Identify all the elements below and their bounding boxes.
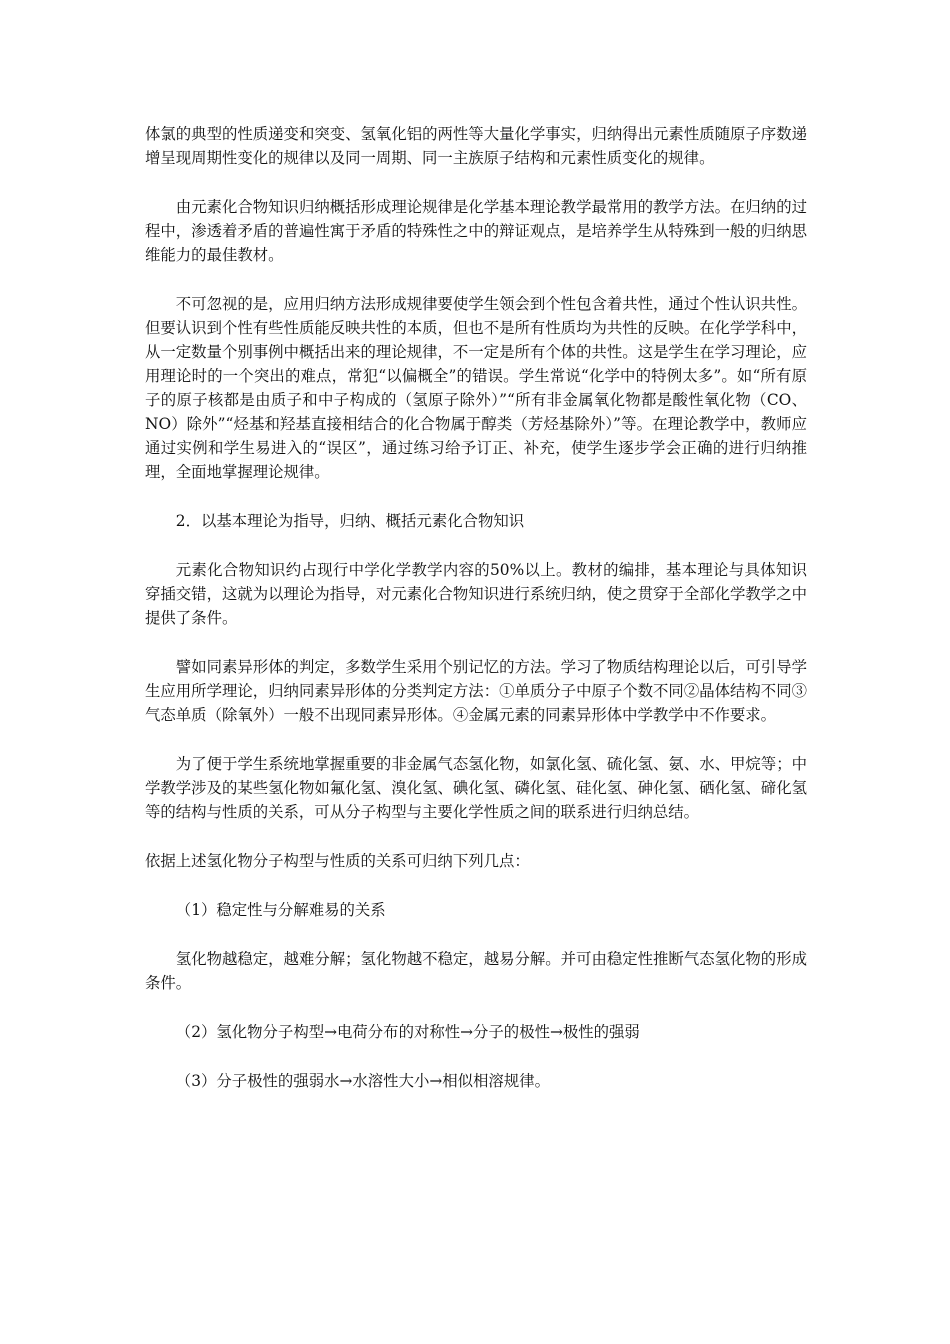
list-item-2: （2）氢化物分子构型→电荷分布的对称性→分子的极性→极性的强弱 <box>175 1023 640 1041</box>
paragraph-individuality-commonality: 不可忽视的是，应用归纳方法形成规律要使学生领会到个性包含着共性，通过个性认识共性。但要认识到个性有些性质能反映共性的本质，但也不是所有性质均为共性的反映。在化学学科中，从一定数量个别事例中概括出来的理论规律，不一定是所有个体的共性。这是学生在学习理论，应用理论时的一个突出的难点，常犯“以偏概全”的错误。学生常说“化学中的特例太多”。如“所有原子的原子核都是由质子和中子构成的（氢原子除外）”“所有非金属氧化物都是酸性氧化物（CO、NO）除外”“烃基和羟基直接相结合的化合物属于醇类（芳烃基除外）”等。在理论教学中，教师应通过实例和学生易进入的“误区”，通过练习给予订正、补充，使学生逐步学会正确的进行归纳推理，全面地掌握理论规律。 <box>145 295 807 481</box>
paragraph-stability: 氢化物越稳定，越难分解；氢化物越不稳定，越易分解。并可由稳定性推断气态氢化物的形成条件。 <box>145 950 807 992</box>
paragraph-element-compounds: 元素化合物知识约占现行中学化学教学内容的50%以上。教材的编排，基本理论与具体知识穿插交错，这就为以理论为指导，对元素化合物知识进行系统归纳，使之贯穿于全部化学教学之中提供了条件。 <box>145 561 807 627</box>
list-item-3: （3）分子极性的强弱水→水溶性大小→相似相溶规律。 <box>175 1072 550 1090</box>
paragraph-induction-method: 由元素化合物知识归纳概括形成理论规律是化学基本理论教学最常用的教学方法。在归纳的过程中，渗透着矛盾的普遍性寓于矛盾的特殊性之中的辩证观点，是培养学生从特殊到一般的归纳思维能力的最佳教材。 <box>145 198 807 264</box>
document-body <box>145 122 807 1118</box>
paragraph-hydrides: 为了便于学生系统地掌握重要的非金属气态氢化物，如氯化氢、硫化氢、氨、水、甲烷等；中学教学涉及的某些氢化物如氟化氢、溴化氢、碘化氢、磷化氢、硅化氢、砷化氢、硒化氢、碲化氢等的结构与性质的关系，可从分子构型与主要化学性质之间的联系进行归纳总结。 <box>145 755 807 821</box>
paragraph-summary-intro: 依据上述氢化物分子构型与性质的关系可归纳下列几点： <box>145 852 530 870</box>
section-heading-2: 2．以基本理论为指导，归纳、概括元素化合物知识 <box>175 512 525 530</box>
list-item-1: （1）稳定性与分解难易的关系 <box>175 901 386 919</box>
paragraph-allotropes: 譬如同素异形体的判定，多数学生采用个别记忆的方法。学习了物质结构理论以后，可引导学生应用所学理论，归纳同素异形体的分类判定方法：①单质分子中原子个数不同②晶体结构不同③气态单质（除氧外）一般不出现同素异形体。④金属元素的同素异形体中学教学中不作要求。 <box>145 658 807 724</box>
paragraph-continuation: 体氯的典型的性质递变和突变、氢氧化铝的两性等大量化学事实，归纳得出元素性质随原子序数递增呈现周期性变化的规律以及同一周期、同一主族原子结构和元素性质变化的规律。 <box>145 125 807 167</box>
